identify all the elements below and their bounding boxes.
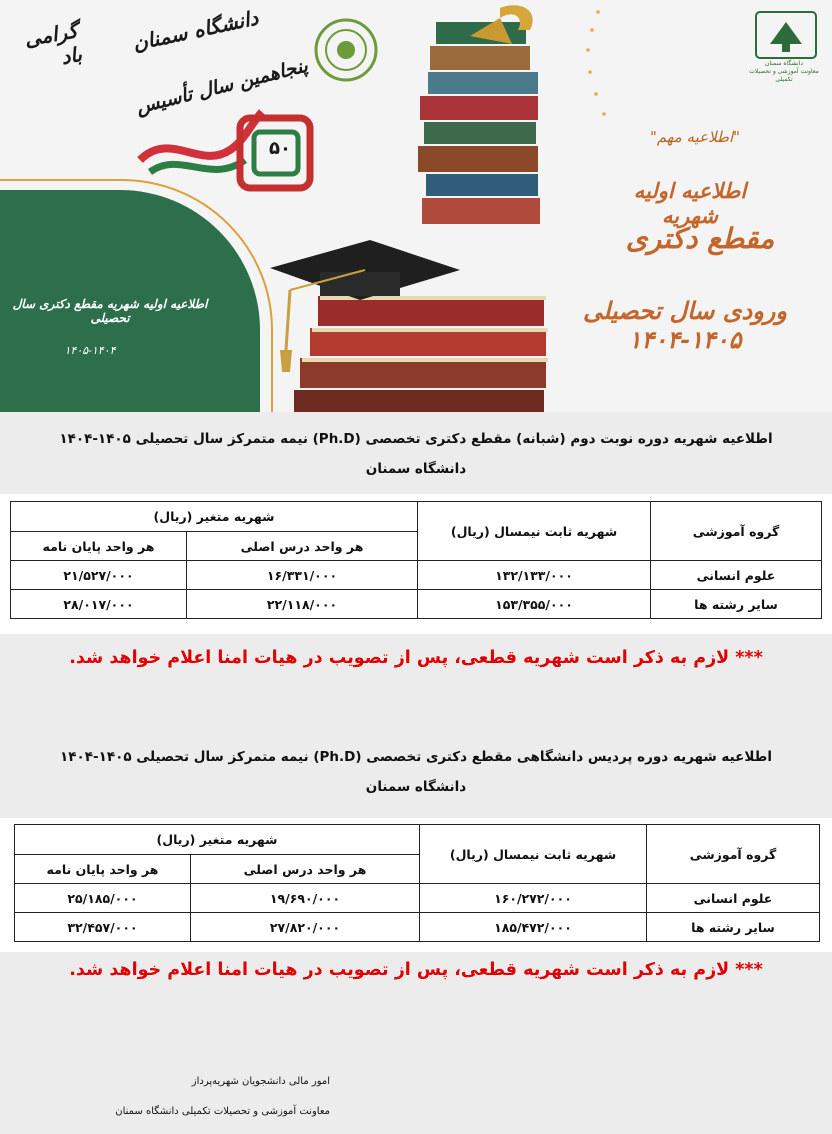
table-row <box>11 561 822 590</box>
header-banner <box>0 0 832 412</box>
header-per-thesis: هر واحد پایان نامه <box>11 532 187 561</box>
header-fixed: شهریه ثابت نیمسال (ریال) <box>418 502 651 561</box>
section-2-title <box>20 742 812 802</box>
university-emblem-icon <box>316 20 376 80</box>
cell-group: سایر رشته ها <box>651 590 822 619</box>
header-group: گروه آموزشی <box>647 825 820 884</box>
book-stack-icon <box>294 22 548 412</box>
section-1-title-line-2: دانشگاه سمنان <box>365 461 467 477</box>
section-2-title-line-1: اطلاعیه شهریه دوره پردیس دانشگاهی مقطع دکتری تخصصی (Ph.D) نیمه متمرکز سال تحصیلی ۱۴۰۵-۱۴۰۴ <box>60 749 772 765</box>
green-panel-title: اطلاعیه اولیه شهریه مقطع دکتری سال تحصیلی <box>12 297 208 325</box>
table-row <box>15 884 820 913</box>
cell-group: سایر رشته ها <box>647 913 820 942</box>
calligraphy-celebrate: گرامی باد <box>22 18 84 70</box>
green-panel-year: ۱۴۰۵-۱۴۰۴ <box>64 344 116 357</box>
section-2-title-line-2: دانشگاه سمنان <box>365 779 467 795</box>
university-logo <box>756 12 816 58</box>
header-fixed: شهریه ثابت نیمسال (ریال) <box>420 825 647 884</box>
announcement-year: ورودی سال تحصیلی ۱۴۰۵-۱۴۰۴ <box>583 296 787 354</box>
footer-line-1: امور مالی دانشجویان شهریه‌پرداز <box>191 1076 330 1087</box>
logo-caption-line-2: معاونت آموزشی و تحصیلات تکمیلی <box>749 68 819 83</box>
header-per-thesis: هر واحد پایان نامه <box>15 855 191 884</box>
section-1-note: *** لازم به ذکر است شهریه قطعی، پس از تصویب در هیات امنا اعلام خواهد شد. <box>69 648 763 668</box>
header-variable: شهریه متغیر (ریال) <box>11 502 418 532</box>
section-1-title-line-1: اطلاعیه شهریه دوره نوبت دوم (شبانه) مقطع دکتری تخصصی (Ph.D) نیمه متمرکز سال تحصیلی ۱۴۰۵-۱۴۰۴ <box>59 431 773 447</box>
cell-fixed: ۱۶۰/۲۷۲/۰۰۰ <box>420 884 647 913</box>
cell-per-thesis: ۳۲/۴۵۷/۰۰۰ <box>15 913 191 942</box>
footer-line-2: معاونت آموزشی و تحصیلات تکمیلی دانشگاه سمنان <box>115 1106 330 1117</box>
calligraphy-university: دانشگاه سمنان <box>130 5 261 56</box>
cell-fixed: ۱۸۵/۴۷۲/۰۰۰ <box>420 913 647 942</box>
header-group: گروه آموزشی <box>651 502 822 561</box>
fee-table-1 <box>10 501 822 619</box>
table-row <box>11 590 822 619</box>
section-1-title <box>20 424 812 484</box>
logo-caption <box>742 60 826 84</box>
cell-per-thesis: ۲۸/۰۱۷/۰۰۰ <box>11 590 187 619</box>
cell-group: علوم انسانی <box>651 561 822 590</box>
section-2-note: *** لازم به ذکر است شهریه قطعی، پس از تصویب در هیات امنا اعلام خواهد شد. <box>69 960 763 980</box>
table-row <box>15 913 820 942</box>
announcement-level: مقطع دکتری <box>625 222 775 255</box>
cell-per-course: ۲۲/۱۱۸/۰۰۰ <box>187 590 418 619</box>
logo-caption-line-1: دانشگاه سمنان <box>764 60 804 67</box>
calligraphy-anniversary: پنجاهمین سال تأسیس <box>133 54 310 119</box>
emblem-number: ۵۰ <box>269 138 291 159</box>
announcement-tuition: اطلاعیه اولیه شهریه <box>633 178 747 228</box>
cell-fixed: ۱۵۳/۳۵۵/۰۰۰ <box>418 590 651 619</box>
header-per-course: هر واحد درس اصلی <box>187 532 418 561</box>
header-variable: شهریه متغیر (ریال) <box>15 825 420 855</box>
cell-per-course: ۲۷/۸۲۰/۰۰۰ <box>191 913 420 942</box>
cell-per-course: ۱۹/۶۹۰/۰۰۰ <box>191 884 420 913</box>
cell-fixed: ۱۳۲/۱۳۳/۰۰۰ <box>418 561 651 590</box>
fee-table-2 <box>14 824 820 942</box>
announcement-label: "اطلاعیه مهم" <box>649 128 741 146</box>
cell-per-course: ۱۶/۳۳۱/۰۰۰ <box>187 561 418 590</box>
cell-per-thesis: ۲۱/۵۲۷/۰۰۰ <box>11 561 187 590</box>
cell-group: علوم انسانی <box>647 884 820 913</box>
cell-per-thesis: ۲۵/۱۸۵/۰۰۰ <box>15 884 191 913</box>
header-per-course: هر واحد درس اصلی <box>191 855 420 884</box>
